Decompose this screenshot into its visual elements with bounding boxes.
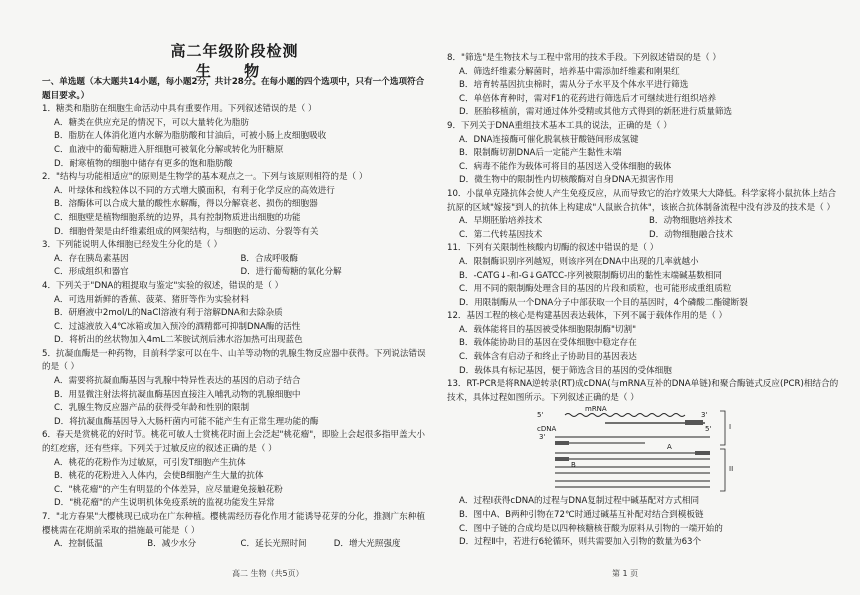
question-stem: 6．春天是赏桃花的好时节。桃花可敏人士赏桃花时面上会泛起"桃花瘤"，即脸上会起很多指甲盖大小的红疙瘩，还有些痒。下列关于过敏反应的叙述正确的是（ ）: [42, 430, 425, 455]
option-d: D．过程Ⅱ中，若进行6轮循环，则共需要加入引物的数量为63个: [459, 537, 702, 548]
question-stem: 5．抗凝血酶是一种药物，目前科学家可以在牛、山羊等动物的乳腺生物反应器中获得。下列说法错误的是（ ）: [42, 348, 426, 373]
option-a: A．DNA连接酶可催化脱氧核苷酸链间形成氢键: [459, 134, 639, 145]
option-a: A．需要将抗凝血酶基因与乳腺中特异性表达的基因的启动子结合: [54, 376, 301, 387]
option-c: C．用不同的限制酶处理含目的基因的片段和质粒，也可能形成重组质粒: [459, 284, 732, 295]
subject-title: 生 物: [195, 62, 274, 80]
question-stem: 2．"结构与功能相适应"的原则是生物学的基本观点之一。下列与该原则相符的是（ ）: [42, 172, 368, 183]
option-b: B．减少水分: [147, 539, 197, 550]
option-c: C．病毒不能作为载体可将目的基因送入受体细胞的载体: [459, 161, 672, 172]
question-2: [42, 171, 427, 239]
question-stem: 11．下列有关限制性核酸内切酶的叙述中错误的是（ ）: [447, 243, 659, 254]
question-stem: 1．糖类和脂肪在细胞生命活动中具有重要作用。下列叙述错误的是（ ）: [42, 104, 317, 115]
question-9: [447, 120, 839, 188]
option-a: A．载体能将目的基因被受体细胞限制酶"切割": [459, 324, 637, 335]
question-1: [42, 103, 427, 171]
option-c: C．过滤液放入4℃冰箱或加入预冷的酒精都可抑制DNA酶的活性: [54, 321, 301, 332]
question-stem: 4．下列关于"DNA的粗提取与鉴定"实验的叙述，错误的是（ ）: [42, 280, 284, 291]
option-d: D．"桃花瘤"的产生说明机体免疫系统的监视功能发生异常: [54, 498, 275, 509]
option-d: D．载体具有标记基因，便于筛选含目的基因的受体细胞: [459, 365, 672, 376]
question-stem: 9．下列关于DNA重组技术基本工具的说法，正确的是（ ）: [447, 120, 672, 131]
left-column: [42, 70, 427, 552]
question-stem: 10．小鼠单克隆抗体会使人产生免疫反应，从而导致它的治疗效果大大降低。科学家将小鼠抗体上结合抗原的区域"嫁接"到人的抗体上构建成"人鼠嵌合抗体"，该嵌合抗体制备流程中没有涉及的技术是（ ）: [447, 188, 837, 213]
option-b: B．溶酶体可以合成大量的酸性水解酶，得以分解衰老、损伤的细胞器: [54, 199, 318, 210]
option-c: C．形成组织和器官: [54, 267, 129, 278]
exam-title: 高二年级阶段检测: [170, 42, 299, 60]
question-11: [447, 242, 839, 310]
question-stem: 3．下列能说明人体细胞已经发生分化的是（ ）: [42, 240, 223, 251]
primer-a-label: A: [667, 443, 672, 452]
option-c: C．延长光照时间: [240, 539, 307, 550]
question-stem: 13．RT-PCR是将RNA逆转录(RT)成cDNA(与mRNA互补的DNA单链)和聚合酶链式反应(PCR)相结合的技术，具体过程如图所示。下列叙述正确的是（ ）: [447, 379, 839, 403]
option-a: A．桃花的花粉作为过敏原，可引发T细胞产生抗体: [54, 457, 246, 468]
footer-left: 高二 生物（共5页）: [232, 569, 304, 578]
option-a: A．过程Ⅰ获得cDNA的过程与DNA复制过程中碱基配对方式相同: [459, 496, 700, 507]
question-5: [42, 348, 427, 430]
option-a: A．糖类在供应充足的情况下，可以大量转化为脂肪: [54, 117, 249, 128]
question-3: [42, 239, 427, 280]
option-a: A．早期胚胎培养技术: [459, 216, 543, 227]
option-c: C．载体含有启动子和终止子协助目的基因表达: [459, 352, 637, 363]
option-b: B．桃花的花粉进入人体内，会使B细胞产生大量的抗体: [54, 471, 264, 482]
option-c: C．血液中的葡萄糖进入肝细胞可被氧化分解或转化为肝糖原: [54, 144, 284, 155]
option-d: D．将析出的丝状物加入4mL二苯胺试剂后沸水浴加热可出现蓝色: [54, 335, 303, 346]
option-b: B．研磨液中2mol/L的NaCl溶液有利于溶解DNA和去除杂质: [54, 308, 283, 319]
option-b: B．-CATG↓-和-G↓GATCC-序列被限制酶切出的黏性末端碱基数相同: [459, 270, 722, 281]
option-d: D．胚胎移植前，需对通过体外受精或其他方式得到的新胚进行质量筛选: [459, 107, 733, 118]
option-b: B．图中A、B两种引物在72℃时通过碱基互补配对结合到模板链: [459, 510, 704, 521]
option-a: A．控制低温: [54, 539, 103, 550]
option-c: C．图中子链的合成均是以四种核糖核苷酸为原料从引物的一端开始的: [459, 523, 723, 534]
mrna-label: mRNA: [585, 405, 607, 414]
option-d: D．微生物中的限制性内切核酸酶对自身DNA无损害作用: [459, 175, 674, 186]
option-b: B．合成呼吸酶: [240, 253, 298, 264]
option-b: B．限制酶切割DNA后一定能产生黏性末端: [459, 148, 622, 159]
right-column: [447, 52, 839, 550]
question-10: [447, 188, 839, 242]
option-a: A．可选用新鲜的香蕉、菠菜、猪肝等作为实验材料: [54, 294, 249, 305]
option-c: C．"桃花瘤"的产生有明显的个体差异，应尽量避免接触花粉: [54, 484, 283, 495]
process-i-label: I: [729, 423, 732, 432]
mrna-strand: [565, 414, 685, 417]
primer-b-label: B: [571, 461, 576, 470]
option-b: B．培育转基因抗虫棉时，需从分子水平及个体水平进行筛选: [459, 80, 689, 91]
option-b: B．用显微注射法将抗凝血酶基因直接注入哺乳动物的乳腺细胞中: [54, 389, 301, 400]
question-7: [42, 511, 427, 552]
question-12: [447, 310, 839, 378]
option-b: B．脂肪在人体消化道内水解为脂肪酸和甘油后，可被小肠上皮细胞吸收: [54, 131, 327, 142]
option-c: C．细胞壁是植物细胞系统的边界，具有控制物质进出细胞的功能: [54, 212, 301, 223]
option-d: D．用限制酶从一个DNA分子中部获取一个目的基因时，4个磷酸二酯键断裂: [459, 297, 748, 308]
question-4: [42, 280, 427, 348]
rt-pcr-figure: [535, 407, 765, 493]
process-ii-label: II: [729, 465, 734, 474]
question-8: [447, 52, 839, 120]
option-a: A．筛选纤维素分解菌时，培养基中需添加纤维素和刚果红: [459, 66, 680, 77]
option-d: D．细胞骨架是由纤维素组成的网架结构，与细胞的运动、分裂等有关: [54, 226, 319, 237]
footer-right: 第 1 页: [612, 569, 639, 578]
option-d: D．将抗凝血酶基因导入大肠杆菌内可能不能产生有正常生理功能的酶: [54, 416, 319, 427]
option-b: B．动物细胞培养技术: [649, 216, 733, 227]
option-c: C．单倍体育种时，需对F1的花药进行筛选后才可继续进行组织培养: [459, 93, 717, 104]
option-d: D．进行葡萄糖的氧化分解: [240, 267, 342, 278]
question-stem: 12．基因工程的核心是构建基因表达载体，下列不属于载体作用的是（ ）: [447, 311, 728, 322]
option-d: D．增大光照强度: [333, 539, 401, 550]
option-a: A．存在胰岛素基因: [54, 253, 129, 264]
option-b: B．载体能协助目的基因在受体细胞中稳定存在: [459, 338, 637, 349]
question-6: [42, 429, 427, 511]
option-c: C．第二代转基因技术: [459, 229, 543, 240]
primer-a: [685, 420, 703, 425]
question-stem: 8．"筛选"是生物技术与工程中常用的技术手段。下列叙述错误的是（ ）: [447, 53, 721, 63]
option-a: A．限制酶识别序列越短，则该序列在DNA中出现的几率就越小: [459, 256, 699, 267]
option-d: D．动物细胞融合技术: [649, 229, 733, 240]
question-stem: 7．"北方春果"大樱桃现已成功在广东种植。樱桃需经历春化作用才能诱导花芽的分化，推测广东种植樱桃需在花期前采取的措施最可能是（ ）: [42, 512, 425, 536]
cdna-label: cDNA: [537, 425, 557, 434]
rt-pcr-diagram: mRNA 5' 3' cDNA 5' 3' A B I II: [535, 407, 765, 493]
option-d: D．耐寒植物的细胞中储存有更多的饱和脂肪酸: [54, 158, 233, 169]
section-heading: 一、单选题（本大题共14小题，每小题2分，共计28分。在每小题的四个选项中，只有一个选项符合题目要求。）: [42, 77, 425, 101]
option-c: C．乳腺生物反应器产品的获得受年龄和性别的限制: [54, 403, 250, 414]
question-13: [447, 378, 839, 550]
option-a: A．叶绿体和线粒体以不同的方式增大膜面积，有利于化学反应的高效进行: [54, 185, 335, 196]
